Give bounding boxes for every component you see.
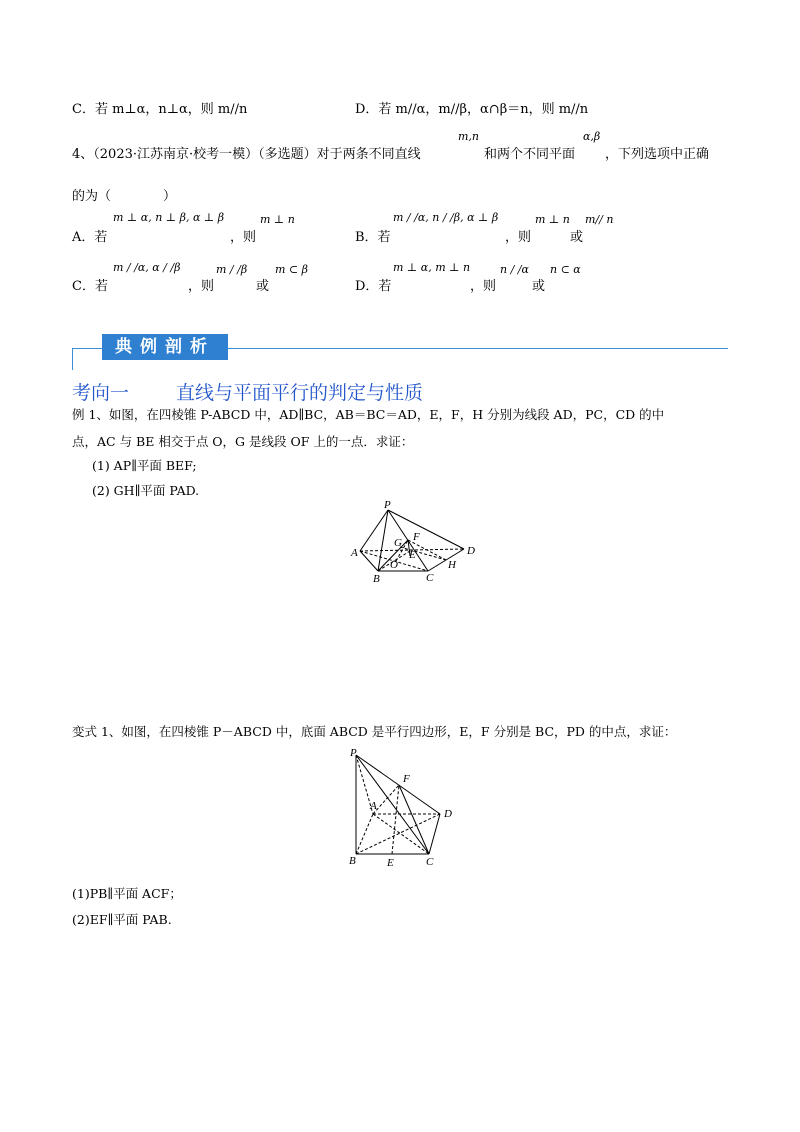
example1-figure [340,498,490,588]
label-E: E [409,549,416,561]
label-B: B [373,573,380,585]
banner-label: 典例剖析 [115,337,215,357]
q4-option-c-or: 或 [256,279,270,294]
q4-option-b-cond: m / /α, n / /β, α ⊥ β [393,211,499,224]
q4-option-b-or: 或 [570,230,584,245]
edge-PC [356,755,429,854]
q4-stem-b: 和两个不同平面 [484,147,576,162]
label-G: G [394,537,402,549]
edge-AB [360,551,378,571]
q4-option-b-mid: ，则 [505,230,532,245]
banner-rule-tick [72,348,73,370]
label-H: H [448,559,456,571]
q4-option-a-concl: m ⊥ n [260,213,295,226]
q4-stem-line2: 的为（ ） [72,189,177,204]
q4-option-a-lead: A．若 [72,230,108,245]
q4-option-b-lead: B．若 [355,230,391,245]
q4-option-b-concl2: m// n [585,213,614,226]
label-D: D [444,808,452,820]
q4-stem-a: 4、（2023·江苏南京·校考一模）（多选题）对于两条不同直线 [72,147,421,162]
q4-option-c-mid: ，则 [188,279,215,294]
edge-BA [356,814,373,854]
q4-option-d-lead: D．若 [355,279,392,294]
q4-option-d-cond: m ⊥ α, m ⊥ n [393,261,471,274]
q4-option-c-cond: m / /α, α / /β [113,261,181,274]
q4-stem-c: ，下列选项中正确 [605,147,710,162]
example1-line2: 点，AC 与 BE 相交于点 O，G 是线段 OF 上的一点．求证： [72,434,414,449]
q4-option-b-concl1: m ⊥ n [535,213,570,226]
label-O: O [390,559,398,571]
q4-option-a-cond: m ⊥ α, n ⊥ β, α ⊥ β [113,211,225,224]
variant1-item1: (1)PB∥平面 ACF； [72,886,182,901]
q4-option-d-mid: ，则 [470,279,497,294]
label-F: F [413,531,420,543]
segment-GH [400,547,446,560]
q4-option-a-mid: ，则 [230,230,257,245]
heading-title: 直线与平面平行的判定与性质 [176,382,424,404]
q4-sup-lines: m,n [458,130,480,143]
edge-CD [429,814,440,854]
label-A: A [351,547,358,559]
segment-AF [373,785,399,814]
banner-box [102,334,228,360]
heading-number: 考向一 [72,382,130,404]
variant1-item2: (2)EF∥平面 PAB. [72,912,172,927]
example1-item2: (2) GH∥平面 PAD. [92,483,200,498]
label-D: D [467,545,475,557]
q4-option-c-concl1: m / /β [216,263,248,276]
q3-option-c: C．若 m⊥α，n⊥α，则 m//n [72,102,248,117]
edge-PD [356,755,440,814]
edge-PA [360,510,388,551]
section-banner [72,334,728,364]
q4-sup-planes: α,β [583,130,601,143]
label-F: F [403,773,410,785]
label-B: B [349,855,356,867]
q4-option-d-concl2: n ⊂ α [550,263,581,276]
label-A: A [370,800,377,812]
label-E: E [387,857,394,869]
q4-option-c-lead: C．若 [72,279,108,294]
segment-EF [392,785,399,854]
label-C: C [426,572,434,584]
diag-BD [356,814,440,854]
q3-option-d: D．若 m//α，m//β，α∩β＝n，则 m//n [355,102,589,117]
example1-item1: (1) AP∥平面 BEF; [92,458,197,473]
label-C: C [426,856,434,868]
variant1-figure [340,742,460,874]
example1-line1: 例 1、如图，在四棱锥 P-ABCD 中，AD∥BC，AB＝BC＝AD，E，F，H 分别为线段 AD，PC，CD 的中 [72,407,665,422]
q4-option-c-concl2: m ⊂ β [275,263,308,276]
variant1-line1: 变式 1、如图，在四棱锥 P－ABCD 中，底面 ABCD 是平行四边形，E，F 分别是 BC，PD 的中点，求证： [72,724,677,739]
q4-option-d-or: 或 [532,279,546,294]
label-P: P [384,499,391,511]
q4-option-d-concl1: n / /α [500,263,529,276]
label-P: P [350,747,357,759]
